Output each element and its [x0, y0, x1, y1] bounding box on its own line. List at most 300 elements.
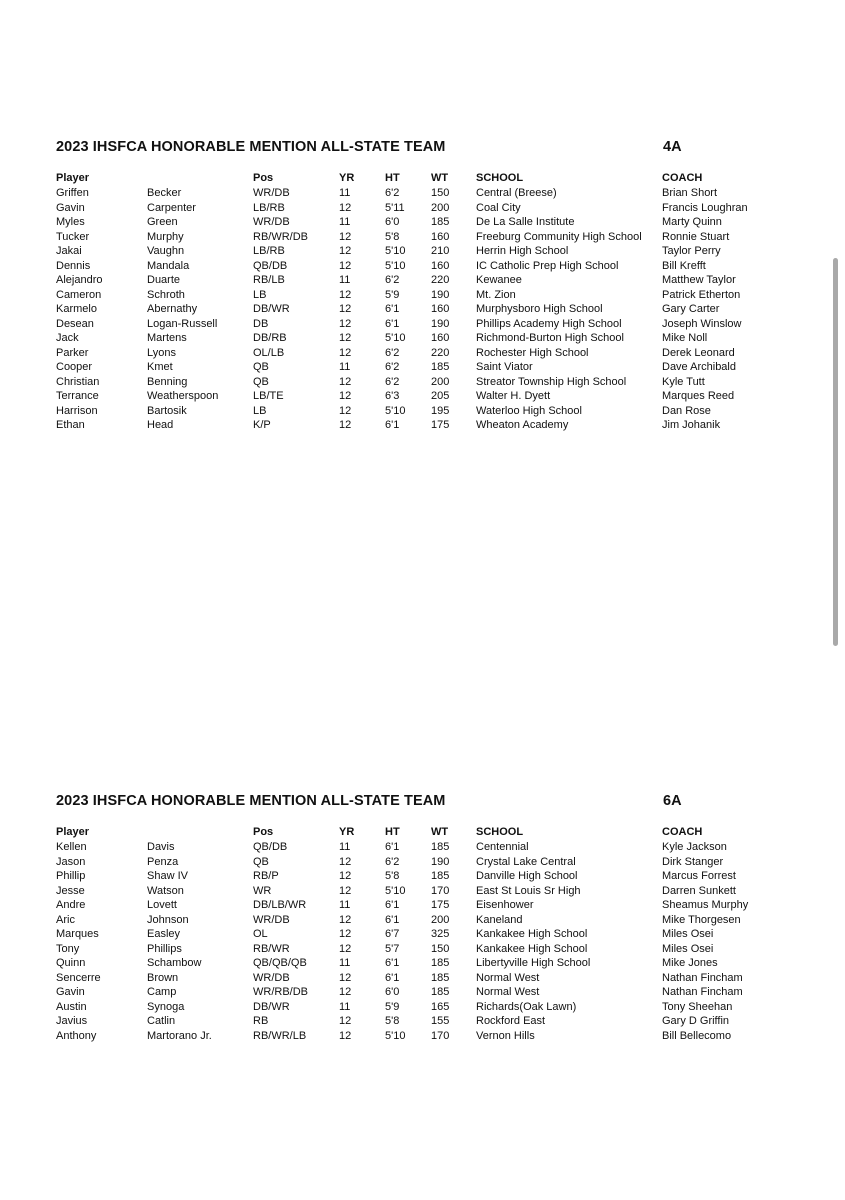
cell-first: Anthony [56, 1029, 97, 1042]
cell-wt: 185 [431, 986, 450, 998]
table-row [56, 375, 776, 390]
cell-coach: Dirk Stanger [662, 855, 724, 868]
cell-school: IC Catholic Prep High School [476, 259, 619, 272]
col-header-wt: WT [431, 826, 449, 838]
cell-last: Logan-Russell [147, 317, 218, 330]
cell-last: Martens [147, 332, 187, 344]
cell-wt: 150 [431, 187, 450, 199]
cell-first: Aric [56, 913, 75, 926]
cell-coach: Kyle Tutt [662, 375, 705, 388]
header-row [56, 171, 776, 186]
cell-school: Streator Township High School [476, 375, 627, 388]
cell-pos: WR/DB [253, 187, 290, 199]
cell-yr: 12 [339, 855, 352, 868]
cell-ht: 6'0 [385, 986, 400, 998]
table-row [56, 956, 776, 971]
cell-wt: 195 [431, 404, 450, 417]
cell-wt: 220 [431, 274, 450, 286]
cell-wt: 170 [431, 1029, 450, 1042]
cell-last: Murphy [147, 230, 184, 243]
cell-coach: Sheamus Murphy [662, 899, 749, 911]
cell-coach: Gary D Griffin [662, 1015, 730, 1027]
table-row [56, 942, 776, 957]
cell-first: Quinn [56, 957, 86, 969]
col-header-school: SCHOOL [476, 826, 524, 838]
table-row [56, 1029, 776, 1044]
cell-coach: Dan Rose [662, 404, 711, 417]
cell-coach: Nathan Fincham [662, 971, 743, 984]
cell-ht: 6'1 [385, 419, 400, 431]
cell-pos: QB [253, 375, 269, 388]
cell-yr: 12 [339, 259, 352, 272]
cell-first: Cameron [56, 288, 102, 301]
col-header-player: Player [56, 826, 90, 838]
table-row [56, 913, 776, 928]
col-header-coach: COACH [662, 826, 703, 838]
cell-coach: Marcus Forrest [662, 870, 736, 882]
table-row [56, 855, 776, 870]
cell-school: East St Louis Sr High [476, 884, 581, 897]
cell-yr: 11 [339, 274, 351, 286]
cell-coach: Mike Jones [662, 957, 718, 969]
cell-last: Phillips [147, 942, 182, 955]
cell-pos: QB [253, 361, 269, 373]
cell-last: Kmet [147, 361, 173, 373]
cell-wt: 200 [431, 201, 450, 214]
cell-wt: 190 [431, 855, 450, 868]
table-row [56, 186, 776, 201]
cell-pos: WR/DB [253, 216, 290, 228]
col-header-player: Player [56, 172, 90, 184]
cell-first: Tucker [56, 230, 90, 243]
table-row [56, 1014, 776, 1029]
cell-wt: 185 [431, 870, 450, 882]
cell-last: Davis [147, 841, 175, 853]
col-header-blank [147, 171, 253, 186]
cell-last: Abernathy [147, 303, 198, 315]
cell-first: Andre [56, 899, 86, 911]
cell-coach: Bill Bellecomo [662, 1029, 732, 1042]
cell-pos: QB/DB [253, 259, 288, 272]
cell-first: Desean [56, 317, 94, 330]
cell-first: Dennis [56, 259, 91, 272]
cell-coach: Mike Noll [662, 332, 708, 344]
cell-yr: 11 [339, 957, 351, 969]
table-row [56, 389, 776, 404]
cell-first: Parker [56, 346, 89, 359]
table-row [56, 317, 776, 332]
cell-pos: LB [253, 288, 267, 301]
cell-school: Central (Breese) [476, 187, 557, 199]
cell-ht: 6'3 [385, 390, 400, 402]
cell-first: Terrance [56, 390, 99, 402]
cell-coach: Taylor Perry [662, 245, 721, 257]
cell-school: Herrin High School [476, 245, 569, 257]
cell-pos: QB/DB [253, 841, 288, 853]
cell-yr: 12 [339, 942, 352, 955]
cell-coach: Mike Thorgesen [662, 913, 741, 926]
cell-coach: Brian Short [662, 187, 718, 199]
cell-ht: 6'1 [385, 913, 400, 926]
cell-pos: RB/WR/DB [253, 230, 308, 243]
cell-first: Ethan [56, 419, 85, 431]
cell-ht: 5'10 [385, 404, 406, 417]
cell-first: Myles [56, 216, 85, 228]
col-header-wt: WT [431, 172, 449, 184]
cell-first: Jason [56, 855, 86, 868]
cell-last: Weatherspoon [147, 390, 219, 402]
cell-first: Cooper [56, 361, 93, 373]
cell-yr: 11 [339, 216, 351, 228]
cell-ht: 6'2 [385, 361, 400, 373]
cell-last: Carpenter [147, 201, 196, 214]
cell-school: Centennial [476, 841, 529, 853]
cell-first: Christian [56, 375, 100, 388]
cell-coach: Jim Johanik [662, 419, 721, 431]
cell-pos: OL [253, 928, 268, 940]
cell-last: Head [147, 419, 174, 431]
cell-pos: RB/WR [253, 942, 290, 955]
cell-last: Duarte [147, 274, 181, 286]
cell-yr: 12 [339, 928, 352, 940]
cell-wt: 205 [431, 390, 450, 402]
cell-coach: Miles Osei [662, 942, 714, 955]
table-row [56, 898, 776, 913]
cell-school: De La Salle Institute [476, 216, 575, 228]
cell-wt: 160 [431, 332, 450, 344]
col-header-pos: Pos [253, 172, 274, 184]
cell-pos: LB/TE [253, 390, 284, 402]
col-header-pos: Pos [253, 826, 274, 838]
cell-ht: 5'8 [385, 1015, 400, 1027]
cell-last: Lovett [147, 899, 177, 911]
cell-school: Phillips Academy High School [476, 317, 622, 330]
table-row [56, 288, 776, 303]
cell-pos: LB [253, 404, 267, 417]
cell-pos: LB/RB [253, 245, 285, 257]
col-header-ht: HT [385, 172, 400, 184]
cell-school: Kaneland [476, 913, 523, 926]
cell-ht: 6'2 [385, 274, 400, 286]
cell-school: Rockford East [476, 1015, 546, 1027]
cell-coach: Dave Archibald [662, 361, 736, 373]
cell-pos: DB/LB/WR [253, 899, 307, 911]
cell-coach: Nathan Fincham [662, 986, 743, 998]
cell-yr: 12 [339, 884, 352, 897]
cell-ht: 6'1 [385, 841, 400, 853]
cell-last: Watson [147, 884, 184, 897]
cell-yr: 12 [339, 986, 352, 998]
table-row [56, 927, 776, 942]
cell-ht: 6'1 [385, 317, 400, 330]
cell-last: Johnson [147, 913, 189, 926]
cell-first: Austin [56, 1000, 87, 1013]
col-header-coach: COACH [662, 172, 703, 184]
cell-yr: 12 [339, 870, 352, 882]
cell-yr: 12 [339, 303, 352, 315]
cell-wt: 185 [431, 361, 450, 373]
cell-coach: Derek Leonard [662, 346, 735, 359]
section-4a [56, 139, 776, 433]
cell-pos: DB/WR [253, 303, 290, 315]
cell-pos: RB/P [253, 870, 279, 882]
cell-first: Javius [56, 1015, 88, 1027]
cell-wt: 200 [431, 375, 450, 388]
cell-ht: 5'7 [385, 942, 400, 955]
cell-pos: WR/RB/DB [253, 986, 308, 998]
cell-yr: 12 [339, 346, 352, 359]
cell-wt: 220 [431, 346, 450, 359]
cell-first: Marques [56, 928, 99, 940]
cell-coach: Marques Reed [662, 390, 735, 402]
header-row [56, 825, 776, 840]
cell-pos: WR/DB [253, 971, 290, 984]
cell-last: Penza [147, 855, 179, 868]
cell-ht: 6'2 [385, 855, 400, 868]
cell-pos: LB/RB [253, 201, 285, 214]
cell-pos: QB/QB/QB [253, 957, 307, 969]
roster-table [56, 171, 776, 433]
section-header [56, 793, 776, 815]
cell-ht: 5'8 [385, 230, 400, 243]
cell-ht: 6'1 [385, 899, 400, 911]
cell-yr: 11 [339, 1000, 351, 1013]
cell-school: Vernon Hills [476, 1029, 535, 1042]
cell-first: Karmelo [56, 303, 97, 315]
cell-school: Rochester High School [476, 346, 589, 359]
section-title: 2023 IHSFCA HONORABLE MENTION ALL-STATE TEAM [56, 139, 446, 155]
cell-last: Martorano Jr. [147, 1029, 212, 1042]
cell-last: Vaughn [147, 245, 185, 257]
cell-first: Harrison [56, 404, 98, 417]
cell-ht: 6'0 [385, 216, 400, 228]
cell-wt: 170 [431, 884, 450, 897]
cell-wt: 165 [431, 1000, 450, 1013]
cell-wt: 160 [431, 303, 450, 315]
cell-ht: 6'2 [385, 187, 400, 199]
cell-last: Camp [147, 986, 177, 998]
col-header-blank [147, 825, 253, 840]
section-header [56, 139, 776, 161]
cell-ht: 5'11 [385, 201, 405, 214]
cell-ht: 5'10 [385, 884, 406, 897]
cell-first: Gavin [56, 201, 85, 214]
cell-school: Freeburg Community High School [476, 230, 642, 243]
cell-ht: 6'1 [385, 303, 400, 315]
cell-last: Schroth [147, 288, 185, 301]
cell-school: Normal West [476, 971, 540, 984]
cell-yr: 12 [339, 245, 352, 257]
section-title: 2023 IHSFCA HONORABLE MENTION ALL-STATE TEAM [56, 793, 446, 809]
cell-first: Gavin [56, 986, 85, 998]
cell-wt: 200 [431, 913, 450, 926]
col-header-yr: YR [339, 172, 355, 184]
cell-school: Walter H. Dyett [476, 390, 551, 402]
cell-yr: 12 [339, 404, 352, 417]
cell-coach: Tony Sheehan [662, 1000, 733, 1013]
table-row [56, 404, 776, 419]
cell-school: Richmond-Burton High School [476, 332, 624, 344]
cell-wt: 175 [431, 899, 450, 911]
cell-yr: 12 [339, 971, 352, 984]
cell-pos: WR [253, 884, 272, 897]
cell-first: Griffen [56, 187, 89, 199]
cell-wt: 325 [431, 928, 450, 940]
cell-last: Brown [147, 971, 179, 984]
cell-last: Green [147, 216, 178, 228]
cell-yr: 12 [339, 1015, 352, 1027]
cell-ht: 5'10 [385, 245, 406, 257]
cell-yr: 12 [339, 1029, 352, 1042]
cell-last: Lyons [147, 346, 176, 359]
cell-pos: K/P [253, 419, 271, 431]
cell-ht: 6'7 [385, 928, 400, 940]
cell-wt: 150 [431, 942, 450, 955]
cell-pos: RB [253, 1015, 269, 1027]
cell-pos: DB/RB [253, 332, 287, 344]
cell-yr: 11 [339, 361, 351, 373]
col-header-yr: YR [339, 826, 355, 838]
cell-ht: 5'9 [385, 1000, 400, 1013]
cell-last: Catlin [147, 1015, 176, 1027]
cell-last: Synoga [147, 1000, 185, 1013]
cell-coach: Francis Loughran [662, 201, 748, 214]
table-row [56, 869, 776, 884]
cell-ht: 6'2 [385, 346, 400, 359]
cell-pos: QB [253, 855, 269, 868]
cell-school: Danville High School [476, 870, 578, 882]
table-row [56, 215, 776, 230]
cell-wt: 155 [431, 1015, 450, 1027]
cell-coach: Marty Quinn [662, 216, 722, 228]
cell-last: Becker [147, 187, 182, 199]
cell-coach: Ronnie Stuart [662, 230, 730, 243]
cell-school: Coal City [476, 201, 521, 214]
cell-pos: OL/LB [253, 346, 285, 359]
section-6a [56, 793, 776, 1043]
cell-first: Tony [56, 942, 80, 955]
cell-wt: 190 [431, 288, 450, 301]
cell-school: Normal West [476, 986, 540, 998]
cell-ht: 5'10 [385, 1029, 406, 1042]
cell-school: Richards(Oak Lawn) [476, 1000, 577, 1013]
cell-yr: 11 [339, 841, 351, 853]
cell-first: Alejandro [56, 274, 103, 286]
cell-school: Wheaton Academy [476, 419, 569, 431]
cell-last: Benning [147, 375, 188, 388]
cell-school: Mt. Zion [476, 288, 516, 301]
cell-last: Shaw IV [147, 870, 188, 882]
cell-wt: 185 [431, 971, 450, 984]
cell-ht: 6'2 [385, 375, 400, 388]
cell-coach: Gary Carter [662, 303, 720, 315]
cell-pos: DB/WR [253, 1000, 290, 1013]
cell-coach: Miles Osei [662, 928, 714, 940]
cell-first: Jesse [56, 884, 85, 897]
cell-last: Mandala [147, 259, 190, 272]
cell-coach: Patrick Etherton [662, 288, 741, 301]
cell-pos: RB/WR/LB [253, 1029, 307, 1042]
cell-wt: 210 [431, 245, 450, 257]
roster-body [56, 840, 776, 1043]
cell-ht: 6'1 [385, 971, 400, 984]
cell-yr: 12 [339, 288, 352, 301]
table-row [56, 1000, 776, 1015]
cell-pos: DB [253, 317, 269, 330]
table-row [56, 840, 776, 855]
cell-coach: Darren Sunkett [662, 884, 736, 897]
table-row [56, 884, 776, 899]
cell-school: Eisenhower [476, 899, 534, 911]
cell-coach: Kyle Jackson [662, 841, 727, 853]
table-row [56, 971, 776, 986]
cell-yr: 12 [339, 201, 352, 214]
cell-yr: 11 [339, 187, 351, 199]
cell-first: Jakai [56, 245, 82, 257]
cell-first: Phillip [56, 870, 86, 882]
class-label: 6A [663, 793, 682, 809]
cell-last: Bartosik [147, 404, 187, 417]
cell-school: Kankakee High School [476, 928, 588, 940]
cell-pos: WR/DB [253, 913, 290, 926]
cell-wt: 175 [431, 419, 450, 431]
vertical-scrollbar[interactable] [833, 258, 838, 646]
roster-body [56, 186, 776, 433]
cell-yr: 12 [339, 913, 352, 926]
table-row [56, 273, 776, 288]
cell-ht: 5'8 [385, 870, 400, 882]
cell-school: Saint Viator [476, 361, 533, 373]
table-row [56, 418, 776, 433]
cell-school: Kewanee [476, 274, 522, 286]
cell-first: Sencerre [56, 971, 101, 984]
cell-last: Easley [147, 928, 181, 940]
col-header-school: SCHOOL [476, 172, 524, 184]
class-label: 4A [663, 139, 682, 155]
cell-yr: 12 [339, 375, 352, 388]
cell-coach: Joseph Winslow [662, 317, 742, 330]
table-row [56, 201, 776, 216]
cell-coach: Bill Krefft [662, 259, 706, 272]
cell-yr: 12 [339, 390, 352, 402]
cell-last: Schambow [147, 957, 202, 969]
cell-school: Murphysboro High School [476, 303, 603, 315]
cell-first: Kellen [56, 841, 87, 853]
cell-school: Waterloo High School [476, 404, 582, 417]
table-row [56, 259, 776, 274]
col-header-ht: HT [385, 826, 400, 838]
cell-yr: 12 [339, 419, 352, 431]
cell-yr: 12 [339, 332, 352, 344]
cell-ht: 6'1 [385, 957, 400, 969]
cell-wt: 185 [431, 957, 450, 969]
table-row [56, 230, 776, 245]
cell-first: Jack [56, 332, 79, 344]
cell-yr: 11 [339, 899, 351, 911]
table-row [56, 985, 776, 1000]
table-row [56, 346, 776, 361]
cell-ht: 5'9 [385, 288, 400, 301]
cell-pos: RB/LB [253, 274, 285, 286]
cell-wt: 185 [431, 216, 450, 228]
cell-yr: 12 [339, 317, 352, 330]
cell-ht: 5'10 [385, 332, 406, 344]
table-row [56, 302, 776, 317]
cell-school: Crystal Lake Central [476, 855, 576, 868]
cell-school: Kankakee High School [476, 942, 588, 955]
table-row [56, 331, 776, 346]
table-row [56, 360, 776, 375]
